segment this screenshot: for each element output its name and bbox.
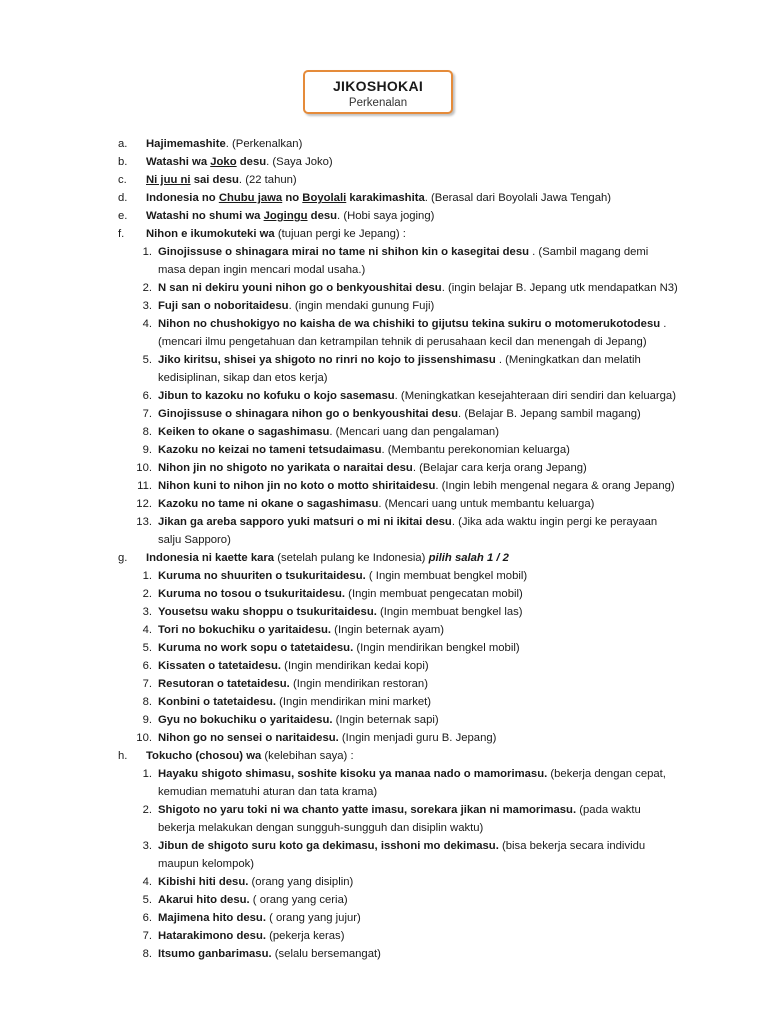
- text-segment: . (ingin belajar B. Jepang utk mendapatkan N3): [441, 282, 678, 294]
- text-segment: Watashi no shumi wa: [146, 210, 264, 222]
- text-segment: (orang yang disiplin): [248, 876, 354, 888]
- list-item: [130, 603, 678, 621]
- list-number: 8.: [142, 696, 152, 708]
- list-item-text: [158, 603, 678, 621]
- text-segment: Jiko kiritsu, shisei ya shigoto no rinri no kojo to jissenshimasu: [158, 354, 496, 366]
- list-item-text: [158, 945, 678, 963]
- list-number: 3.: [142, 606, 152, 618]
- text-segment: (setelah pulang ke Indonesia): [274, 552, 429, 564]
- text-segment: . (Meningkatkan kesejahteraan diri sendiri dan keluarga): [394, 390, 676, 402]
- text-segment: Hatarakimono desu.: [158, 930, 266, 942]
- text-segment: Jikan ga areba sapporo yuki matsuri o mi ni ikitai desu: [158, 516, 452, 528]
- list-item-text: [158, 837, 678, 873]
- list-number: 7.: [142, 678, 152, 690]
- list-item-text: [158, 243, 678, 279]
- title-box: [303, 70, 453, 114]
- list-number: 8.: [142, 426, 152, 438]
- text-segment: Tokucho (chosou) wa: [146, 750, 262, 762]
- section-text: [146, 189, 678, 207]
- list-item-text: [158, 729, 678, 747]
- list-item-text: [158, 441, 678, 459]
- list-item-text: [158, 423, 678, 441]
- document-title: JIKOSHOKAI: [332, 78, 424, 94]
- text-segment: (Ingin beternak ayam): [331, 624, 445, 636]
- text-segment: (Ingin membuat pengecatan mobil): [345, 588, 523, 600]
- section-marker: c.: [118, 174, 127, 186]
- text-segment: . (Berasal dari Boyolali Jawa Tengah): [424, 192, 612, 204]
- list-item-text: [158, 495, 678, 513]
- list-item: [130, 837, 678, 873]
- list-item: [130, 441, 678, 459]
- section-item: [118, 225, 678, 243]
- list-item-text: [158, 315, 678, 351]
- section-item: [118, 135, 678, 153]
- section-item: [118, 189, 678, 207]
- list-number: 3.: [142, 840, 152, 852]
- text-segment: no: [282, 192, 303, 204]
- text-segment: . (Perkenalkan): [225, 138, 303, 150]
- text-segment: Jogingu: [263, 210, 308, 222]
- list-item: [130, 873, 678, 891]
- list-item: [130, 459, 678, 477]
- list-item: [130, 891, 678, 909]
- text-segment: (bekerja dengan cepat, kemudian mematuhi aturan dan tata krama): [158, 768, 666, 798]
- text-segment: Resutoran o tatetaidesu.: [158, 678, 290, 690]
- text-segment: Nihon jin no shigoto no yarikata o naraitai desu: [158, 462, 413, 474]
- text-segment: (Ingin beternak sapi): [332, 714, 439, 726]
- text-segment: . (Belajar B. Jepang sambil magang): [458, 408, 641, 420]
- list-item: [130, 729, 678, 747]
- section-item: [118, 153, 678, 171]
- list-item-text: [158, 675, 678, 693]
- list-number: 1.: [142, 768, 152, 780]
- text-segment: . (Mencari uang untuk membantu keluarga): [378, 498, 595, 510]
- list-item: [130, 945, 678, 963]
- section-item: [118, 549, 678, 567]
- list-number: 1.: [142, 246, 152, 258]
- text-segment: ( Ingin membuat bengkel mobil): [365, 570, 528, 582]
- text-segment: (tujuan pergi ke Jepang) :: [274, 228, 406, 240]
- section-text: [146, 207, 678, 225]
- text-segment: Hajimemashite: [146, 138, 226, 150]
- list-item-text: [158, 711, 678, 729]
- list-number: 2.: [142, 282, 152, 294]
- list-item: [130, 693, 678, 711]
- list-item-text: [158, 873, 678, 891]
- list-number: 7.: [142, 930, 152, 942]
- text-segment: Hayaku shigoto shimasu, soshite kisoku ya manaa nado o mamorimasu.: [158, 768, 548, 780]
- list-item: [130, 639, 678, 657]
- list-number: 4.: [142, 876, 152, 888]
- text-segment: . (Ingin lebih mengenal negara & orang Jepang): [435, 480, 675, 492]
- text-segment: Jibun de shigoto suru koto ga dekimasu, isshoni mo dekimasu.: [158, 840, 499, 852]
- list-item-text: [158, 459, 678, 477]
- list-number: 7.: [142, 408, 152, 420]
- list-item: [130, 585, 678, 603]
- list-item: [130, 423, 678, 441]
- list-number: 5.: [142, 894, 152, 906]
- text-segment: (Ingin mendirikan mini market): [276, 696, 432, 708]
- section-text: [146, 153, 678, 171]
- list-number: 9.: [142, 714, 152, 726]
- list-number: 6.: [142, 912, 152, 924]
- section-marker: a.: [118, 138, 128, 150]
- text-segment: Watashi wa: [146, 156, 211, 168]
- text-segment: Yousetsu waku shoppu o tsukuritaidesu.: [158, 606, 377, 618]
- text-segment: Kuruma no tosou o tsukuritaidesu.: [158, 588, 346, 600]
- text-segment: Boyolali: [302, 192, 347, 204]
- list-item-text: [158, 567, 678, 585]
- text-segment: desu: [236, 156, 267, 168]
- section-item: [118, 207, 678, 225]
- list-item-text: [158, 513, 678, 549]
- text-segment: . (Saya Joko): [266, 156, 333, 168]
- text-segment: (Ingin mendirikan kedai kopi): [281, 660, 429, 672]
- list-item: [130, 297, 678, 315]
- text-segment: karakimashita: [346, 192, 425, 204]
- list-item: [130, 387, 678, 405]
- text-segment: Konbini o tatetaidesu.: [158, 696, 276, 708]
- section-text: [146, 549, 678, 567]
- list-item: [130, 405, 678, 423]
- text-segment: (bisa bekerja secara individu maupun kelompok): [158, 840, 646, 870]
- text-segment: . (22 tahun): [238, 174, 297, 186]
- text-segment: . (Hobi saya joging): [337, 210, 435, 222]
- list-number: 6.: [142, 390, 152, 402]
- text-segment: Gyu no bokuchiku o yaritaidesu.: [158, 714, 333, 726]
- list-number: 5.: [142, 642, 152, 654]
- section-marker: e.: [118, 210, 128, 222]
- text-segment: Kuruma no work sopu o tatetaidesu.: [158, 642, 354, 654]
- list-item: [130, 621, 678, 639]
- text-segment: . (Mencari uang dan pengalaman): [329, 426, 499, 438]
- list-number: 9.: [142, 444, 152, 456]
- list-item: [130, 675, 678, 693]
- list-number: 6.: [142, 660, 152, 672]
- list-item: [130, 513, 678, 549]
- text-segment: . (Sambil magang demi masa depan ingin mencari modal usaha.): [158, 246, 649, 276]
- text-segment: ( orang yang jujur): [265, 912, 361, 924]
- text-segment: Kibishi hiti desu.: [158, 876, 249, 888]
- section-text: [146, 747, 678, 765]
- section-marker: b.: [118, 156, 128, 168]
- text-segment: Indonesia ni kaette kara: [146, 552, 275, 564]
- list-item-text: [158, 279, 678, 297]
- text-segment: Tori no bokuchiku o yaritaidesu.: [158, 624, 332, 636]
- text-segment: Ni juu ni: [146, 174, 191, 186]
- text-segment: Nihon e ikumokuteki wa: [146, 228, 275, 240]
- text-segment: Fuji san o noboritaidesu: [158, 300, 289, 312]
- list-number: 2.: [142, 588, 152, 600]
- text-segment: Kazoku no keizai no tameni tetsudaimasu: [158, 444, 382, 456]
- list-number: 13.: [136, 516, 152, 528]
- text-segment: Ginojissuse o shinagara mirai no tame ni shihon kin o kasegitai desu: [158, 246, 530, 258]
- list-number: 5.: [142, 354, 152, 366]
- section-marker: g.: [118, 552, 128, 564]
- list-item-text: [158, 351, 678, 387]
- list-item: [130, 279, 678, 297]
- section-marker: d.: [118, 192, 128, 204]
- list-item: [130, 351, 678, 387]
- text-segment: . (Meningkatkan dan melatih kedisiplinan, sikap dan etos kerja): [158, 354, 641, 384]
- text-segment: (Ingin mendirikan restoran): [289, 678, 428, 690]
- list-item-text: [158, 927, 678, 945]
- list-item-text: [158, 297, 678, 315]
- list-number: 12.: [136, 498, 152, 510]
- list-item-text: [158, 639, 678, 657]
- text-segment: . (Belajar cara kerja orang Jepang): [412, 462, 587, 474]
- section-text: [146, 135, 678, 153]
- list-item: [130, 801, 678, 837]
- list-item: [130, 909, 678, 927]
- text-segment: desu: [307, 210, 338, 222]
- list-number: 10.: [136, 462, 152, 474]
- text-segment: (pekerja keras): [265, 930, 345, 942]
- list-item-text: [158, 891, 678, 909]
- list-item-text: [158, 621, 678, 639]
- text-segment: sai desu: [190, 174, 239, 186]
- list-item-text: [158, 477, 678, 495]
- list-number: 1.: [142, 570, 152, 582]
- text-segment: . (ingin mendaki gunung Fuji): [288, 300, 435, 312]
- list-item: [130, 657, 678, 675]
- list-item-text: [158, 657, 678, 675]
- text-segment: Akarui hito desu.: [158, 894, 250, 906]
- list-item-text: [158, 801, 678, 837]
- text-segment: (Ingin membuat bengkel las): [376, 606, 523, 618]
- numbered-list: [118, 567, 678, 747]
- section-text: [146, 225, 678, 243]
- section-marker: h.: [118, 750, 128, 762]
- text-segment: Majimena hito desu.: [158, 912, 266, 924]
- text-segment: Ginojissuse o shinagara nihon go o benkyoushitai desu: [158, 408, 459, 420]
- text-segment: (Ingin menjadi guru B. Jepang): [338, 732, 497, 744]
- list-number: 2.: [142, 804, 152, 816]
- list-item: [130, 243, 678, 279]
- list-item: [130, 567, 678, 585]
- list-item: [130, 711, 678, 729]
- list-item-text: [158, 387, 678, 405]
- text-segment: Itsumo ganbarimasu.: [158, 948, 272, 960]
- section-item: [118, 171, 678, 189]
- text-segment: Shigoto no yaru toki ni wa chanto yatte imasu, sorekara jikan ni mamorimasu.: [158, 804, 577, 816]
- text-segment: Nihon no chushokigyo no kaisha de wa chishiki to gijutsu tekina sukiru o motomerukotodesu: [158, 318, 661, 330]
- numbered-list: [118, 243, 678, 549]
- text-segment: Kuruma no shuuriten o tsukuritaidesu.: [158, 570, 366, 582]
- text-segment: N san ni dekiru youni nihon go o benkyoushitai desu: [158, 282, 442, 294]
- list-item-text: [158, 585, 678, 603]
- text-segment: (Ingin mendirikan bengkel mobil): [353, 642, 520, 654]
- list-item-text: [158, 693, 678, 711]
- list-number: 10.: [136, 732, 152, 744]
- list-item: [130, 765, 678, 801]
- text-segment: Indonesia no: [146, 192, 219, 204]
- text-segment: (kelebihan saya) :: [261, 750, 354, 762]
- text-segment: Kazoku no tame ni okane o sagashimasu: [158, 498, 379, 510]
- text-segment: . (mencari ilmu pengetahuan dan ketrampilan tehnik di perusahaan kecil dan menengah di Jepang): [158, 318, 667, 348]
- list-item: [130, 927, 678, 945]
- section-text: [146, 171, 678, 189]
- text-segment: Keiken to okane o sagashimasu: [158, 426, 330, 438]
- list-item: [130, 477, 678, 495]
- section-item: [118, 747, 678, 765]
- list-item-text: [158, 765, 678, 801]
- list-number: 3.: [142, 300, 152, 312]
- text-segment: pilih salah 1 / 2: [428, 552, 509, 564]
- list-number: 11.: [137, 480, 152, 492]
- numbered-list: [118, 765, 678, 963]
- text-segment: . (Membantu perekonomian keluarga): [381, 444, 570, 456]
- text-segment: ( orang yang ceria): [249, 894, 348, 906]
- text-segment: Nihon go no sensei o naritaidesu.: [158, 732, 339, 744]
- text-segment: Chubu jawa: [218, 192, 283, 204]
- list-item-text: [158, 909, 678, 927]
- list-item: [130, 315, 678, 351]
- document-subtitle: Perkenalan: [348, 97, 408, 109]
- list-number: 8.: [142, 948, 152, 960]
- text-segment: (pada waktu bekerja melakukan dengan sungguh-sungguh dan disiplin waktu): [158, 804, 641, 834]
- document-body: [118, 135, 678, 963]
- text-segment: . (Jika ada waktu ingin pergi ke perayaan salju Sapporo): [158, 516, 658, 546]
- section-marker: f.: [118, 228, 125, 240]
- text-segment: (selalu bersemangat): [271, 948, 381, 960]
- text-segment: Joko: [210, 156, 237, 168]
- text-segment: Nihon kuni to nihon jin no koto o motto shiritaidesu: [158, 480, 436, 492]
- list-number: 4.: [142, 318, 152, 330]
- list-item-text: [158, 405, 678, 423]
- text-segment: Jibun to kazoku no kofuku o kojo sasemasu: [158, 390, 395, 402]
- list-item: [130, 495, 678, 513]
- text-segment: Kissaten o tatetaidesu.: [158, 660, 282, 672]
- list-number: 4.: [142, 624, 152, 636]
